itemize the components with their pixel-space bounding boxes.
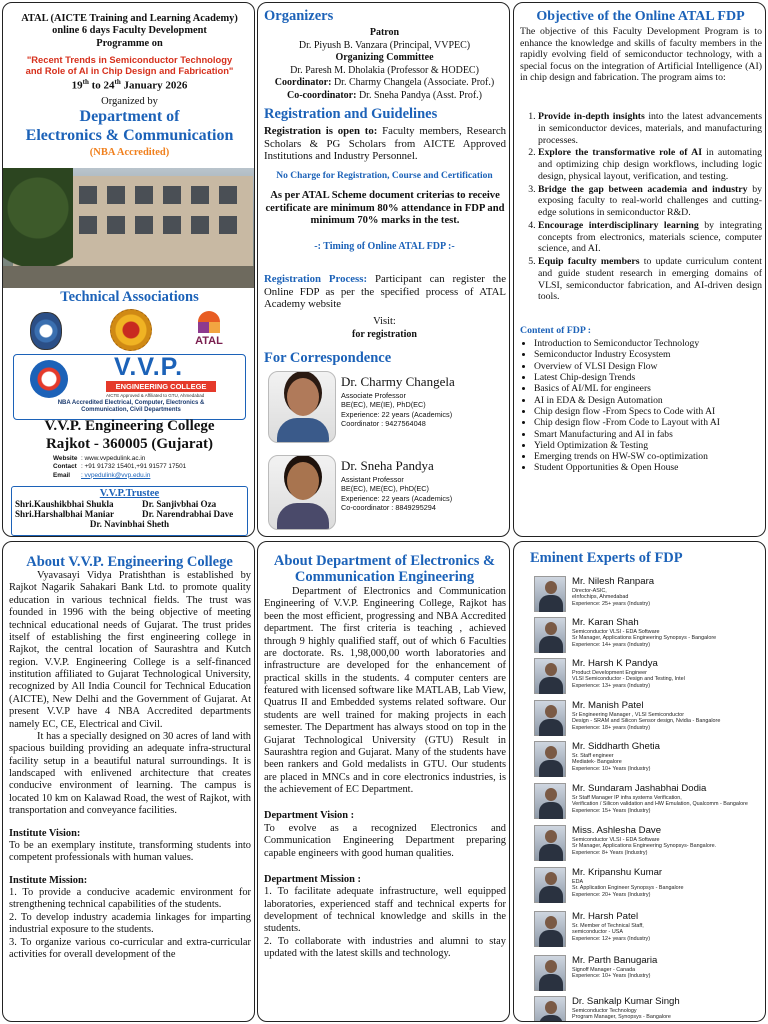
- topic-line-1: "Recent Trends in Semiconductor Technology: [26, 54, 233, 65]
- nba-accredited: (NBA Accredited): [89, 147, 170, 158]
- charmy-detail-2: BE(EC), ME(IE), PhD(EC): [341, 400, 426, 410]
- objective-item-text: by integrating concepts from electronics, materials science, computer science, and AI.: [538, 219, 762, 255]
- expert-name: Miss. Ashlesha Dave: [572, 825, 662, 836]
- expert-detail: Sr Manager, Applications Engineering Synopsys- Bangalore.: [572, 843, 717, 850]
- about-college-para-1: Vyavasayi Vidya Pratishthan is established by Rajkot Nagarik Sahakari Bank Ltd. to promote quality education in various technical fields. The trust was founded in 1996 with the being objective of meeting technical educational needs of Gujarat. The trust prides itself of establishing the first engineering college in Rajkot, the central location of Saurashtra and Kutch region. V.V.P. Engineering College is a self-financed institution affiliated to Gujarat Technological University, recognized by All India Council for Technical Education (AICTE), New Delhi and the Government of Gujarat. At present V.V.P have 4 NBA Accredited departments namely EC, CE, Electrical and Civil.: [9, 570, 251, 730]
- contact-card-sneha: [268, 455, 508, 532]
- college-name: V.V.P. Engineering College: [44, 418, 215, 434]
- expert-photo: [534, 576, 566, 612]
- expert-details: [572, 967, 766, 980]
- trustee-2: Dr. Sanjivbhai Oza: [142, 499, 217, 509]
- charmy-photo-head: [287, 378, 319, 416]
- expert-detail: Semiconductor VLSI - EDA Software: [572, 837, 660, 843]
- expert-detail: Director-ASIC,: [572, 588, 607, 594]
- expert-name: Mr. Harsh Patel: [572, 911, 639, 922]
- header-line-1: ATAL (AICTE Training and Learning Academy): [21, 13, 238, 24]
- atal-logo: [189, 309, 229, 351]
- sneha-photo-body: [277, 503, 329, 530]
- trustee-row-2: [15, 509, 247, 519]
- topic-line-2: and Role of AI in Chip Design and Fabrication": [25, 65, 234, 77]
- sneha-detail-1: Assistant Professor: [341, 475, 404, 484]
- aicte-logo-icon: [110, 309, 152, 351]
- expert-name: Mr. Nilesh Ranpara: [572, 576, 655, 587]
- expert-detail: Experience: 20+ Years (Industry): [572, 891, 651, 898]
- objective-item-bold: Explore the transformative role of AI: [538, 147, 703, 159]
- date-end-suffix: th: [114, 78, 121, 86]
- about-department-title-2: Communication Engineering: [294, 568, 475, 585]
- coordinator-row: [260, 77, 509, 90]
- expert-detail: semiconductor - USA: [572, 929, 623, 936]
- panel-objective: [513, 2, 766, 537]
- objective-item-bold: Provide in-depth insights: [538, 111, 645, 122]
- content-item: • Emerging trends on HW-SW co-optimization: [534, 451, 762, 462]
- charmy-name: Dr. Charmy Changela: [341, 374, 455, 389]
- objective-item-bold: Bridge the gap between academia and industry: [538, 183, 748, 195]
- programme-header: [7, 13, 252, 50]
- expert-card: [534, 867, 766, 906]
- content-item: • Chip design flow -From Specs to Code with AI: [534, 406, 762, 417]
- expert-photo: [534, 867, 566, 903]
- trustee-box: [11, 486, 248, 536]
- co-coordinator-label: Co-coordinator:: [287, 89, 357, 101]
- institute-vision-text: To be an exemplary institute, transforming students into competent professionals with human values.: [9, 839, 251, 864]
- expert-detail: Experience: 18+ years (Industry): [572, 724, 651, 731]
- expert-card: [534, 955, 766, 994]
- expert-name: Mr. Kripanshu Kumar: [572, 867, 663, 878]
- email-label: Email: [53, 471, 71, 479]
- expert-photo: [534, 617, 566, 653]
- content-item: • Overview of VLSI Design Flow: [534, 361, 762, 372]
- expert-detail: Verification / Silicon validation and HW Emulation, Qualcomm - Bangalore: [572, 801, 748, 808]
- content-item: • Basics of AI/ML for engineers: [534, 383, 762, 394]
- co-coordinator-row: [260, 90, 509, 103]
- expert-detail: EDA: [572, 879, 584, 885]
- institute-mission-item: 2. To develop industry academia linkages for imparting industrial exposure to the students.: [9, 911, 251, 936]
- registration-process-label: Registration Process:: [264, 273, 368, 285]
- sneha-detail-3: Experience: 22 years (Academics): [341, 493, 453, 503]
- trustee-title: V.V.P.Trustee: [99, 488, 160, 499]
- expert-details: [572, 753, 766, 772]
- expert-detail: Experience: 10+ Years (Industry): [572, 973, 651, 980]
- trustee-4: Dr. Narendrabhai Dave: [142, 509, 234, 519]
- expert-photo: [534, 700, 566, 736]
- department-mission-item: 1. To facilitate adequate infrastructure, well equipped laboratories, experienced staff and technical experts for development of technical knowledge and skills in the students.: [264, 886, 506, 935]
- content-item: • Student Opportunities & Open House: [534, 462, 762, 473]
- date-start: 19: [71, 79, 83, 92]
- registration-process-text: Participant can register the Online FDP as per the specified process of ATAL Academy website: [264, 273, 506, 311]
- content-item: • Latest Chip-design Trends: [534, 372, 762, 383]
- expert-photo: [534, 825, 566, 861]
- expert-card: [534, 700, 766, 739]
- about-college-para-2: It has a specially designed on 30 acres of land with spacious building providing an adequate infra-structural facility setup in a beautiful natural surroundings. It is landscaped with enlivened architecture that creates conducive environment of learning. The campus is located 10 km on Kalawad Road, the west of Rajkot, with transportation and conveyance facilities.: [9, 730, 251, 817]
- expert-detail: eInfochips, Ahmedabad: [572, 594, 629, 601]
- expert-card: [534, 825, 766, 864]
- panel-programme-info: [2, 2, 255, 537]
- contact-info: [53, 455, 253, 480]
- organized-by: Organized by: [101, 96, 158, 107]
- registration-process: [264, 273, 506, 311]
- expert-detail: Program Manager, Synopsys - Bangalore: [572, 1014, 671, 1021]
- for-registration: for registration: [352, 329, 417, 340]
- about-department-text: [264, 586, 506, 961]
- expert-details: [572, 588, 766, 607]
- panel-about-department: [257, 541, 510, 1022]
- expert-details: [572, 1008, 766, 1021]
- vvp-logo-banner: ENGINEERING COLLEGE: [106, 381, 216, 392]
- expert-details: [572, 712, 766, 731]
- vvp-logo-block: [13, 354, 246, 420]
- expert-detail: Experience: 8+ Years (Industry): [572, 849, 648, 856]
- expert-detail: Semiconductor VLSI - EDA Software: [572, 629, 660, 635]
- content-item: • Semiconductor Industry Ecosystem: [534, 349, 762, 360]
- expert-photo: [534, 996, 566, 1022]
- objective-item-text: to update curriculum content and guide student research in emerging domains of VLSI, semiconductor fabrication, and AI-driven design tools.: [538, 256, 762, 303]
- no-charge-note: No Charge for Registration, Course and Certification: [276, 171, 493, 181]
- date-start-suffix: th: [82, 78, 89, 86]
- trustee-1: Shri.Kaushikbhai Shukla: [15, 499, 114, 509]
- sneha-photo-head: [287, 462, 319, 500]
- sneha-name: Dr. Sneha Pandya: [341, 458, 434, 473]
- department-line-1: Department of: [79, 108, 180, 125]
- objective-list: [520, 111, 762, 304]
- coordinator-name: Dr. Charmy Changela (Associate. Prof.): [331, 77, 495, 88]
- expert-details: [572, 879, 766, 898]
- objective-item: [538, 111, 762, 146]
- organizers-list: [260, 27, 509, 102]
- objective-item: [538, 220, 762, 255]
- expert-details: [572, 670, 766, 689]
- content-title: Content of FDP :: [520, 325, 592, 336]
- contact-row: [53, 463, 253, 471]
- expert-details: [572, 837, 766, 856]
- registration-open-text: Faculty members, Research Scholars & PG Scholars from AICTE Approved Institutions and Industry Personnel.: [264, 125, 507, 163]
- organizers-title: Organizers: [264, 8, 334, 24]
- email-row: [53, 472, 253, 480]
- expert-details: [572, 629, 766, 648]
- expert-detail: Sr Engineering Manager , VLSI Semiconductor: [572, 712, 685, 718]
- programme-dates: [5, 78, 254, 92]
- expert-detail: VLSI Semiconductor - Design and Testing, Intel: [572, 676, 685, 683]
- gtu-logo-icon: [30, 312, 62, 350]
- expert-card: [534, 996, 766, 1022]
- timing-heading: -: Timing of Online ATAL FDP :-: [314, 241, 455, 252]
- charmy-detail-3: Experience: 22 years (Academics): [341, 409, 453, 419]
- expert-detail: Experience: 12+ years (Industry): [572, 935, 651, 942]
- trustee-5: Dr. Navinbhai Sheth: [89, 519, 170, 529]
- visit-label: Visit:: [373, 316, 396, 327]
- department-line-2: Electronics & Communication: [25, 126, 234, 144]
- objective-item-text: by exposing faculty to real-world challenges and cutting-edge solutions in semiconductor R&D.: [538, 183, 762, 218]
- committee-label: Organizing Committee: [335, 52, 434, 63]
- about-department-title-1: About Department of Electronics &: [273, 553, 496, 569]
- atal-logo-text: ATAL: [195, 335, 223, 347]
- expert-detail: Mediatek- Bangalore: [572, 759, 622, 766]
- expert-detail: Product Development Engineer: [572, 670, 647, 676]
- objective-item: [538, 184, 762, 219]
- charmy-detail-1: Associate Professor: [341, 391, 406, 400]
- email-link[interactable]: : vvpedulink@vvp.edu.in: [81, 471, 151, 479]
- expert-photo: [534, 955, 566, 991]
- expert-detail: Sr. Member of Technical Staff,: [572, 923, 644, 929]
- patron-name: Dr. Piyush B. Vanzara (Principal, VVPEC): [298, 39, 471, 51]
- expert-name: Mr. Harsh K Pandya: [572, 658, 658, 669]
- expert-detail: Experience: 25+ years (Industry): [572, 600, 651, 607]
- contact-label: Contact: [53, 463, 77, 471]
- objective-item: [538, 256, 762, 303]
- content-item: • AI in EDA & Design Automation: [534, 395, 762, 406]
- expert-name: Dr. Sankalp Kumar Singh: [572, 996, 680, 1007]
- website-label: Website: [53, 455, 78, 462]
- vvp-emblem-icon: [30, 360, 68, 398]
- charmy-details: [341, 391, 452, 429]
- about-college-text: [9, 570, 251, 961]
- vvp-logo-name: V.V.P.: [114, 353, 184, 381]
- expert-card: [534, 741, 766, 780]
- certificate-criteria: As per ATAL Scheme document criterias to receive certificate are minimum 80% attendance in FDP and minimum 70% marks in the test.: [265, 190, 505, 227]
- panel-experts: [513, 541, 766, 1022]
- vvp-logo-accreditation: NBA Accredited Electrical, Computer, Electronics & Communication, Civil Departments: [57, 400, 205, 413]
- panel-about-college: [2, 541, 255, 1022]
- department-vision-title: Department Vision :: [264, 810, 355, 822]
- about-department-title: [260, 554, 509, 586]
- institute-mission-item: 3. To organize various co-curricular and extra-curricular activities for overall development of the: [9, 936, 251, 960]
- department-vision-text: To evolve as a recognized Electronics and Communication Engineering Department preparing capable engineers with good human qualities.: [264, 822, 506, 859]
- expert-detail: Semiconductor Technology: [572, 1008, 637, 1014]
- expert-detail: Design - SRAM and Silicon Sensor design, Nvidia - Bangalore: [572, 718, 721, 725]
- expert-details: [572, 923, 766, 942]
- campus-photo: [3, 168, 255, 288]
- expert-details: [572, 795, 766, 814]
- header-line-3: Programme on: [96, 37, 163, 49]
- website-row: [53, 455, 253, 463]
- registration-open: [264, 125, 506, 163]
- about-department-para: Department of Electronics and Communication Engineering of V.V.P. Engineering College, Rajkot has been the most efficient, progressing and NBA Accredited department. The first criteria is teaching , achieved through 9 highly qualified staff, out of which 6 Faculties are doctorate. Rs. 1,98,000,00 worth laboratories and infrastructure are developed for the enhancement of practical skills in the students. 4 computer centers are featured with licensed software like MATLAB, Lab View, Quatrus II and Embedded systems related software. Our students are well trained for making projects in each semester. The Department has always stood on top in the Gujarat Technological University (GTU) Result in Saurashtra region and Gujarat. Many of the students have been rankers and Gold medalists in GTU. Our students are placed in MNCs and in core electronics industries, is the achievement of EC Department.: [264, 586, 506, 795]
- header-line-2: online 6 days Faculty Development: [52, 25, 207, 37]
- date-end: January 2026: [120, 79, 188, 92]
- department-name: [5, 108, 254, 146]
- charmy-detail-4: Coordinator : 9427564048: [341, 419, 426, 429]
- sneha-detail-4: Co-coordinator : 8849295294: [341, 503, 436, 513]
- content-item: • Yield Optimization & Testing: [534, 440, 762, 451]
- expert-detail: Experience: 13+ years (Industry): [572, 682, 651, 689]
- expert-photo: [534, 911, 566, 947]
- expert-detail: Sr Manager, Applications Engineering Synopsys - Bangalore: [572, 635, 717, 642]
- about-college-title: About V.V.P. Engineering College: [26, 554, 233, 570]
- expert-card: [534, 783, 766, 822]
- coordinator-label: Coordinator:: [274, 77, 332, 88]
- content-item: • Smart Manufacturing and AI in fabs: [534, 429, 762, 440]
- objective-item-bold: Equip faculty members: [538, 256, 640, 267]
- expert-photo: [534, 741, 566, 777]
- charmy-photo: [268, 371, 336, 443]
- expert-detail: Sr Staff Manager IP infra systems Verification,: [572, 795, 682, 801]
- contact-card-charmy: [268, 371, 508, 446]
- college-city: Rajkot - 360005 (Gujarat): [45, 436, 214, 452]
- objective-title: Objective of the Online ATAL FDP: [536, 9, 745, 24]
- content-item: • Introduction to Semiconductor Technology: [534, 338, 762, 349]
- objective-item-text: into the latest advancements in semiconductor devices, materials, and manufacturing processes.: [538, 111, 763, 146]
- panel-organizers: [257, 2, 510, 537]
- content-item: • Chip design flow -From Code to Layout with AI: [534, 417, 762, 428]
- objective-intro: The objective of this Faculty Development Program is to enhance the knowledge and skills of faculty members in the rapidly evolving field of semiconductor technology, with a special focus on the integration of Artificial Intelligence (AI) in chip design and fabrication. The program aims to:: [520, 26, 762, 84]
- sneha-details: [341, 475, 452, 513]
- expert-photo: [534, 658, 566, 694]
- expert-card: [534, 617, 766, 656]
- expert-card: [534, 911, 766, 950]
- institute-vision-title: Institute Vision:: [9, 827, 81, 839]
- date-mid: to 24: [88, 79, 115, 92]
- expert-name: Mr. Parth Banugaria: [572, 955, 658, 966]
- sneha-detail-2: BE(EC), ME(EC), PhD(EC): [341, 484, 429, 494]
- campus-ground: [3, 266, 255, 288]
- expert-name: Mr. Sundaram Jashabhai Dodia: [572, 783, 707, 794]
- expert-detail: Experience: 15+ Years (Industry): [572, 807, 651, 814]
- programme-topic: [5, 54, 254, 77]
- contact-number: : +91 91732 15401,+91 91577 17501: [81, 463, 187, 471]
- trustee-3: Shri.Harshalbhai Maniar: [15, 509, 115, 519]
- expert-name: Mr. Siddharth Ghetia: [572, 741, 660, 752]
- correspondence-title: For Correspondence: [264, 350, 392, 366]
- expert-detail: Sr. Staff engineer: [572, 753, 614, 759]
- department-mission-title: Department Mission :: [264, 873, 361, 885]
- co-coordinator-name: Dr. Sneha Pandya (Asst. Prof.): [356, 89, 482, 101]
- atal-logo-icon: [198, 311, 220, 333]
- objective-item-bold: Encourage interdisciplinary learning: [538, 219, 699, 231]
- department-mission-item: 2. To collaborate with industries and alumni to stay updated with the latest skills and technology.: [264, 935, 506, 960]
- expert-name: Mr. Karan Shah: [572, 617, 639, 628]
- institute-mission-title: Institute Mission:: [9, 874, 88, 886]
- institute-mission-item: 1. To provide a conducive academic environment for strengthening technical capabilities of the students.: [9, 887, 251, 911]
- expert-detail: Signoff Manager - Canada: [572, 967, 636, 973]
- experts-title: Eminent Experts of FDP: [530, 550, 683, 566]
- tech-assoc-title: Technical Associations: [60, 289, 199, 305]
- expert-name: Mr. Manish Patel: [572, 700, 644, 711]
- expert-detail: Experience: 10+ Years (Industry): [572, 765, 651, 772]
- committee-member: Dr. Paresh M. Dholakia (Professor & HODEC): [290, 64, 479, 76]
- objective-item-text: in automating and optimizing chip design workflows, including logic design, physical layout, verification, and testing.: [538, 147, 762, 182]
- expert-photo: [534, 783, 566, 819]
- expert-detail: Experience: 14+ years (Industry): [572, 641, 651, 648]
- registration-open-label: Registration is open to:: [264, 125, 378, 137]
- patron-label: Patron: [369, 27, 400, 38]
- charmy-photo-body: [277, 418, 329, 443]
- expert-card: [534, 576, 766, 615]
- content-list: [520, 338, 762, 474]
- vvp-logo-affiliation: AICTE Approved & Affiliated to GTU, Ahmedabad: [106, 393, 205, 398]
- registration-title: Registration and Guidelines: [264, 106, 438, 122]
- sneha-photo: [268, 455, 336, 530]
- expert-card: [534, 658, 766, 697]
- objective-item: [538, 147, 762, 182]
- expert-detail: Sr. Application Engineer Synopsys - Bangalore: [572, 885, 684, 892]
- website-link[interactable]: : www.vvpedulink.ac.in: [81, 455, 146, 462]
- trustee-row-1: [15, 499, 247, 509]
